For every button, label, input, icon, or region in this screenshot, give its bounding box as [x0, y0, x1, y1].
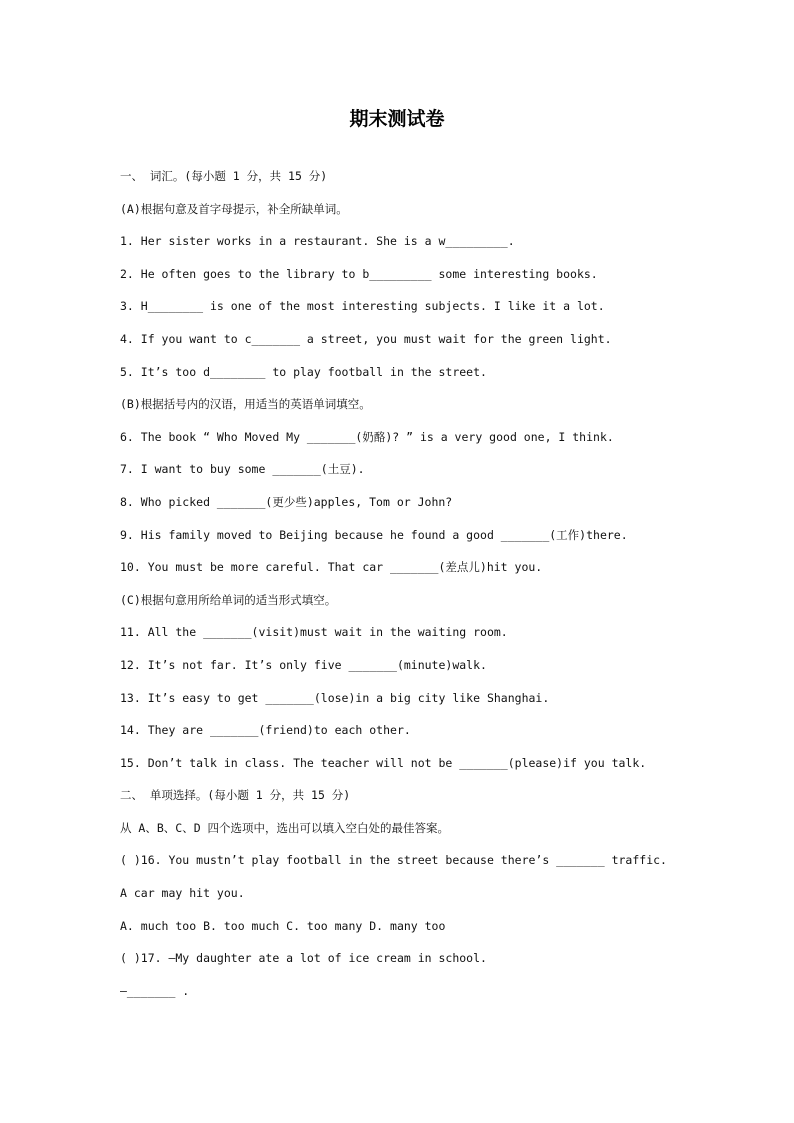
instruction-multiple-choice: 从 A、B、C、D 四个选项中，选出可以填入空白处的最佳答案。	[120, 820, 450, 835]
question-14: 14. They are _______(friend)to each other.	[120, 723, 411, 738]
section-heading-vocabulary: 一、 词汇。(每小题 1 分，共 15 分)	[120, 169, 328, 183]
question-5: 5. It’s too d________ to play football in the street.	[120, 364, 487, 379]
question-3: 3. H________ is one of the most interesting subjects. I like it a lot.	[120, 299, 605, 314]
question-13: 13. It’s easy to get _______(lose)in a big city like Shanghai.	[120, 690, 550, 705]
question-4: 4. If you want to c_______ a street, you must wait for the green light.	[120, 331, 612, 346]
question-9: 9. His family moved to Beijing because he found a good _______(工作)there.	[120, 527, 628, 542]
question-16-continued: A car may hit you.	[120, 886, 245, 901]
question-17: ( )17. —My daughter ate a lot of ice cream in school.	[120, 951, 487, 966]
exam-content	[120, 166, 720, 1013]
question-10: 10. You must be more careful. That car _______(差点儿)hit you.	[120, 560, 543, 575]
question-16-options: A. much too B. too much C. too many D. many too	[120, 918, 446, 933]
question-8: 8. Who picked _______(更少些)apples, Tom or John?	[120, 494, 453, 509]
instruction-part-c: (C)根据句意用所给单词的适当形式填空。	[120, 592, 337, 607]
question-1: 1. Her sister works in a restaurant. She is a w_________.	[120, 234, 515, 249]
section-heading-multiple-choice: 二、 单项选择。(每小题 1 分，共 15 分)	[120, 788, 351, 803]
question-7: 7. I want to buy some _______(土豆).	[120, 462, 365, 477]
question-6: 6. The book “ Who Moved My _______(奶酪)? ” is a very good one, I think.	[120, 429, 614, 444]
question-17-answer-blank: —_______ .	[120, 983, 190, 998]
question-12: 12. It’s not far. It’s only five _______(minute)walk.	[120, 657, 487, 672]
instruction-part-b: (B)根据括号内的汉语，用适当的英语单词填空。	[120, 397, 371, 412]
question-15: 15. Don’t talk in class. The teacher will not be _______(please)if you talk.	[120, 755, 647, 770]
question-2: 2. He often goes to the library to b_________ some interesting books.	[120, 266, 598, 281]
page-title: 期末测试卷	[349, 108, 445, 130]
instruction-part-a: (A)根据句意及首字母提示，补全所缺单词。	[120, 201, 348, 216]
question-16: ( )16. You mustn’t play football in the street because there’s _______ traffic.	[120, 853, 667, 868]
question-11: 11. All the _______(visit)must wait in the waiting room.	[120, 625, 508, 640]
